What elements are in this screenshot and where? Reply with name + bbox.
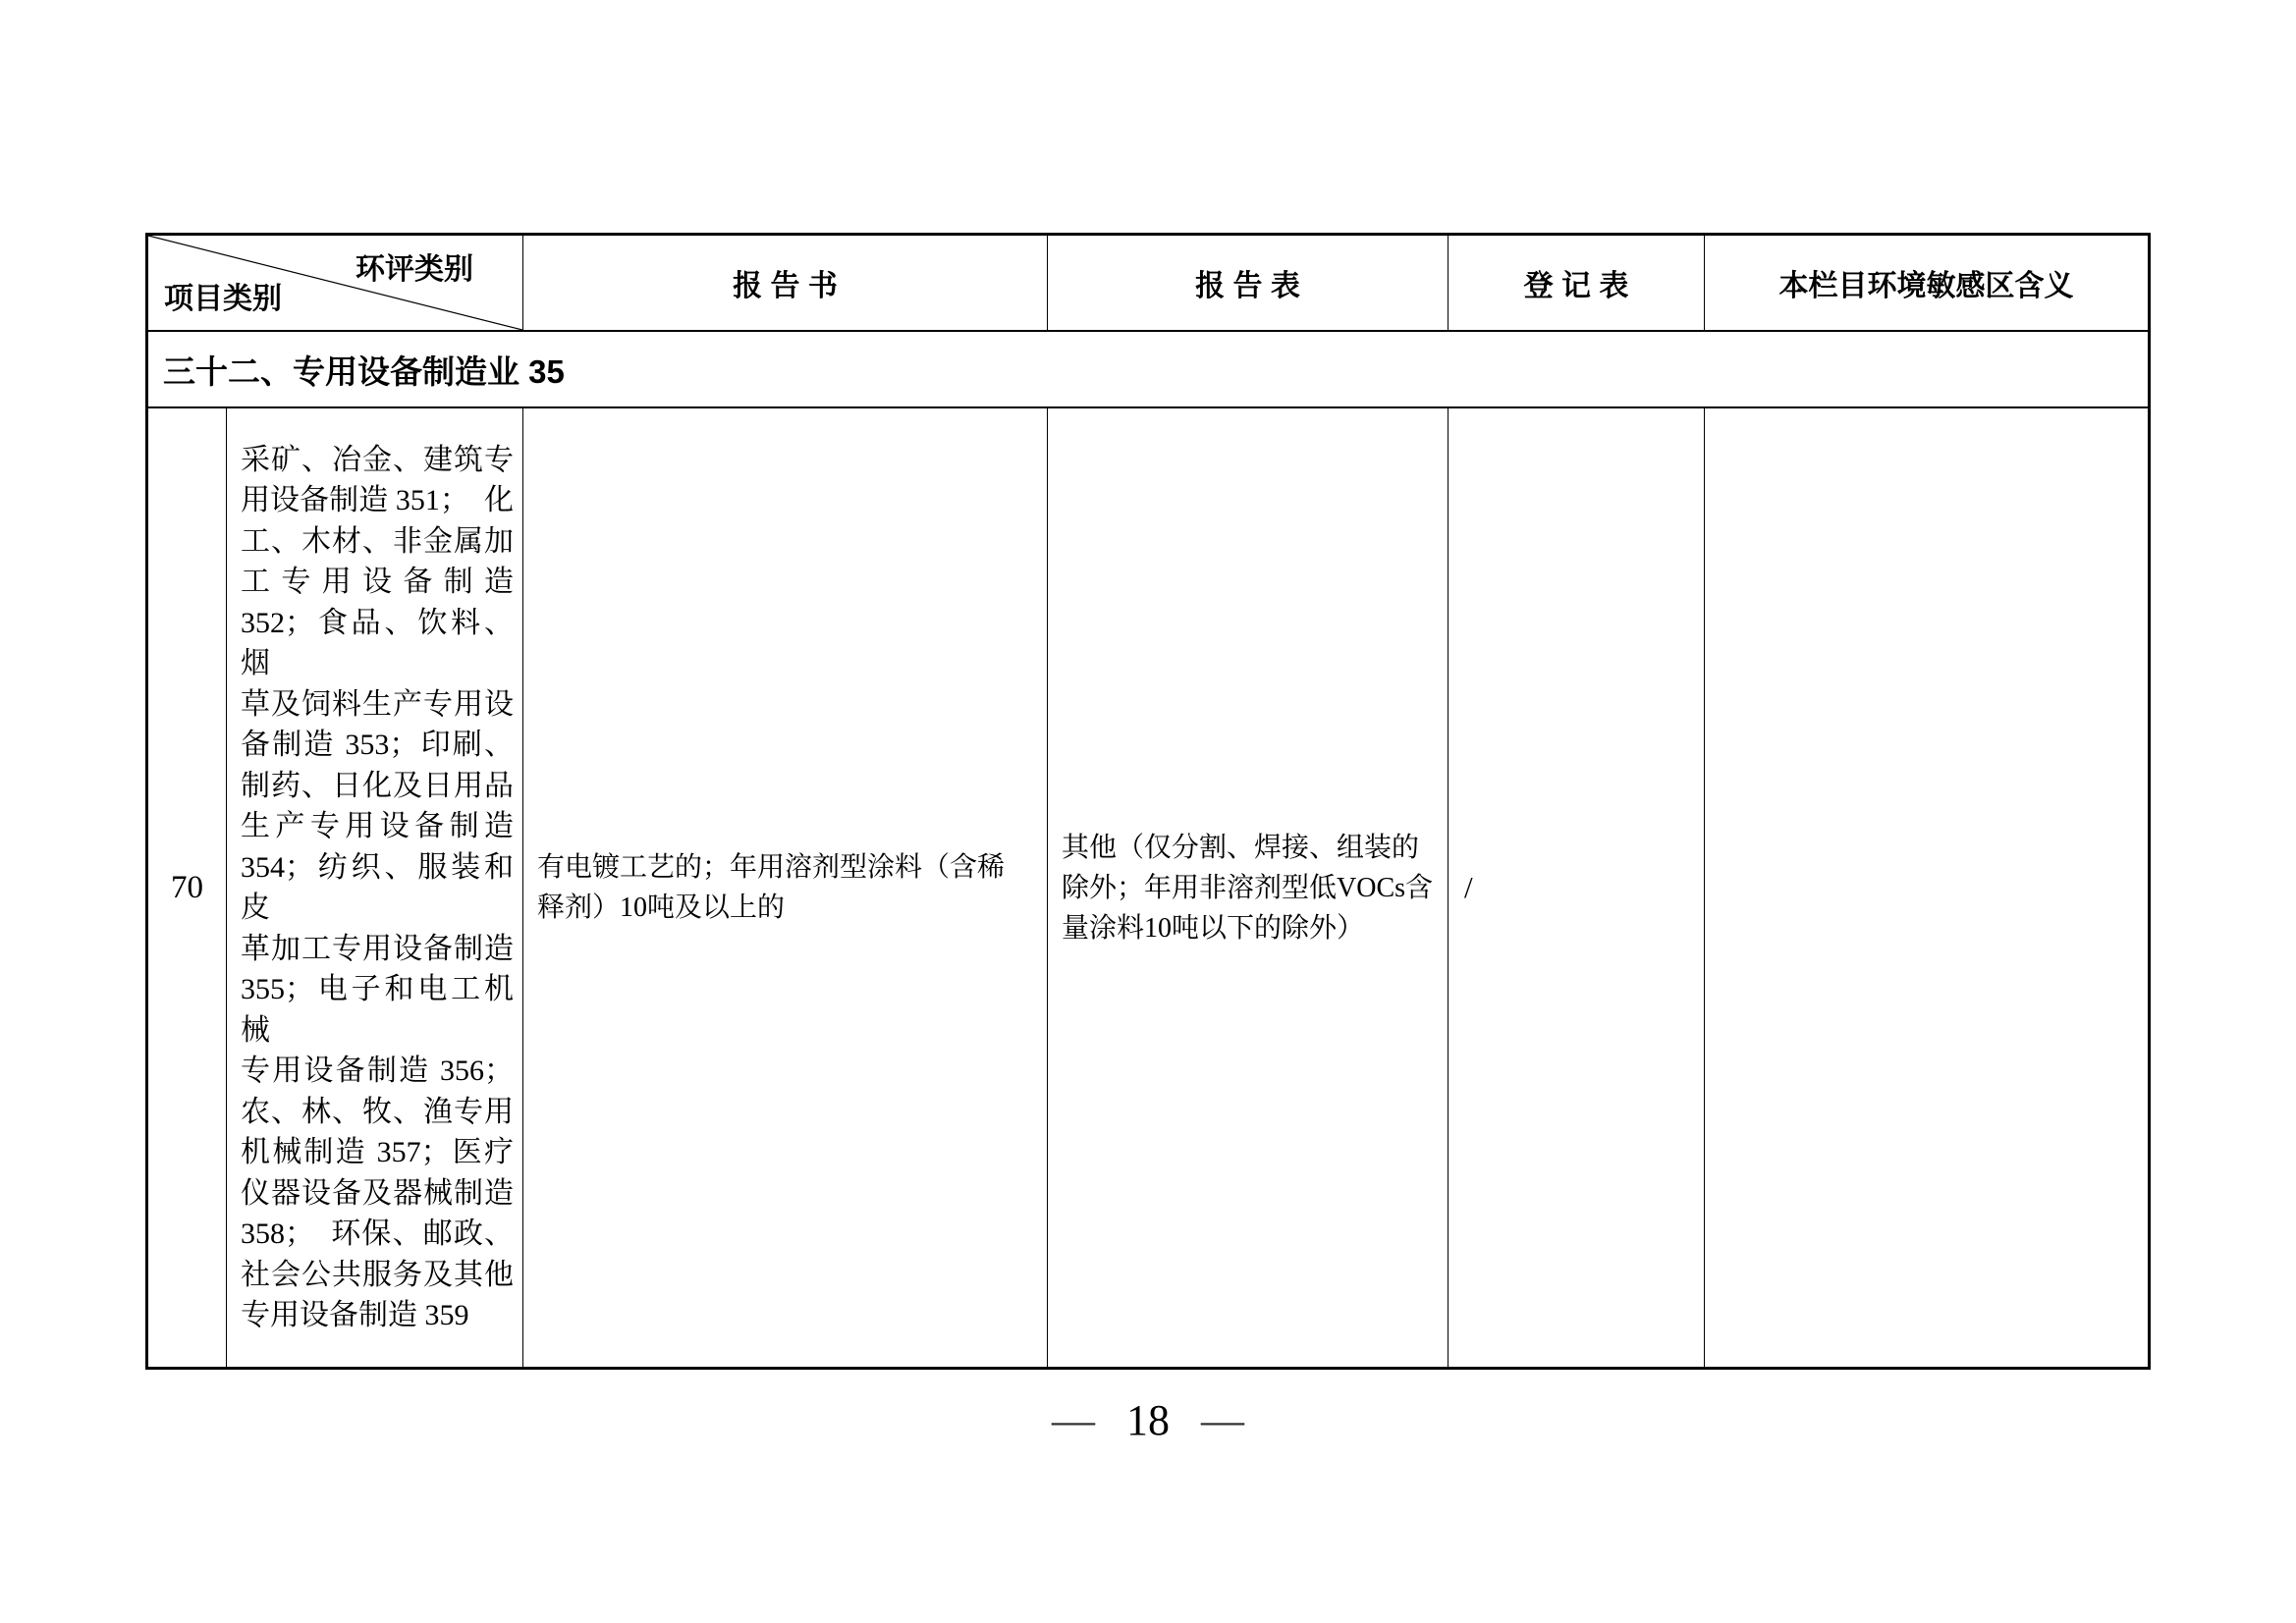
report-form-cell [1048,408,1449,1367]
corner-label-eia-category: 环评类别 [355,253,473,286]
project-category-line: 机械制造 357；医疗 [241,1136,514,1168]
corner-header-cell [148,236,523,332]
project-category-line: 农、林、牧、渔专用 [241,1095,514,1128]
page-footer [0,1395,2296,1447]
project-category-line: 备制造 353；印刷、 [241,729,514,761]
project-category-line: 工、木材、非金属加 [241,524,514,558]
page-number: 18 [1126,1396,1170,1444]
corner-label-project-category: 项目类别 [164,283,282,315]
project-category-line: 用设备制造 351； 化 [241,484,514,516]
column-header-sensitive-area-meaning: 本栏目环境敏感区含义 [1705,236,2148,332]
project-category-line: 生产专用设备制造 [241,810,514,842]
row-number-cell: 70 [148,408,227,1367]
project-category-line: 工专用设备制造 [241,566,514,598]
report-book-line: 有电镀工艺的；年用溶剂型涂料（含稀 [537,852,1006,883]
project-category-line: 355；电子和电工机械 [241,973,514,1047]
project-category-line: 354；纺织、服装和皮 [241,850,514,924]
project-category-line: 专用设备制造 359 [241,1299,469,1331]
footer-left-dash: — [1052,1396,1095,1444]
eia-classification-table [145,233,2151,1370]
report-book-line: 释剂）10吨及以上的 [537,893,786,923]
column-header-registration-form: 登 记 表 [1449,236,1705,332]
project-category-line: 采矿、冶金、建筑专 [241,443,514,476]
section-title: 三十二、专用设备制造业 35 [163,352,565,390]
project-category-line: 草及饲料生产专用设 [241,687,514,721]
project-category-line: 仪器设备及器械制造 [241,1176,514,1210]
report-form-line: 其他（仅分割、焊接、组装的 [1062,832,1420,863]
column-header-report-book: 报 告 书 [523,236,1048,332]
section-title-row [148,332,2148,408]
footer-right-dash: — [1201,1396,1244,1444]
registration-form-cell: / [1449,408,1705,1367]
column-header-report-form: 报 告 表 [1048,236,1449,332]
project-category-line: 社会公共服务及其他 [241,1258,514,1291]
project-category-line: 专用设备制造 356； [241,1055,514,1087]
project-category-line: 制药、日化及日用品 [241,769,514,802]
report-book-cell [523,408,1048,1367]
project-category-cell [227,408,523,1367]
project-category-line: 358； 环保、邮政、 [241,1217,514,1250]
project-category-line: 革加工专用设备制造 [241,932,514,965]
report-form-line: 除外；年用非溶剂型低VOCs含 [1062,872,1434,903]
report-form-line: 量涂料10吨以下的除外） [1062,912,1365,944]
sensitive-area-meaning-cell [1705,408,2148,1367]
project-category-line: 352；食品、饮料、烟 [241,606,514,679]
